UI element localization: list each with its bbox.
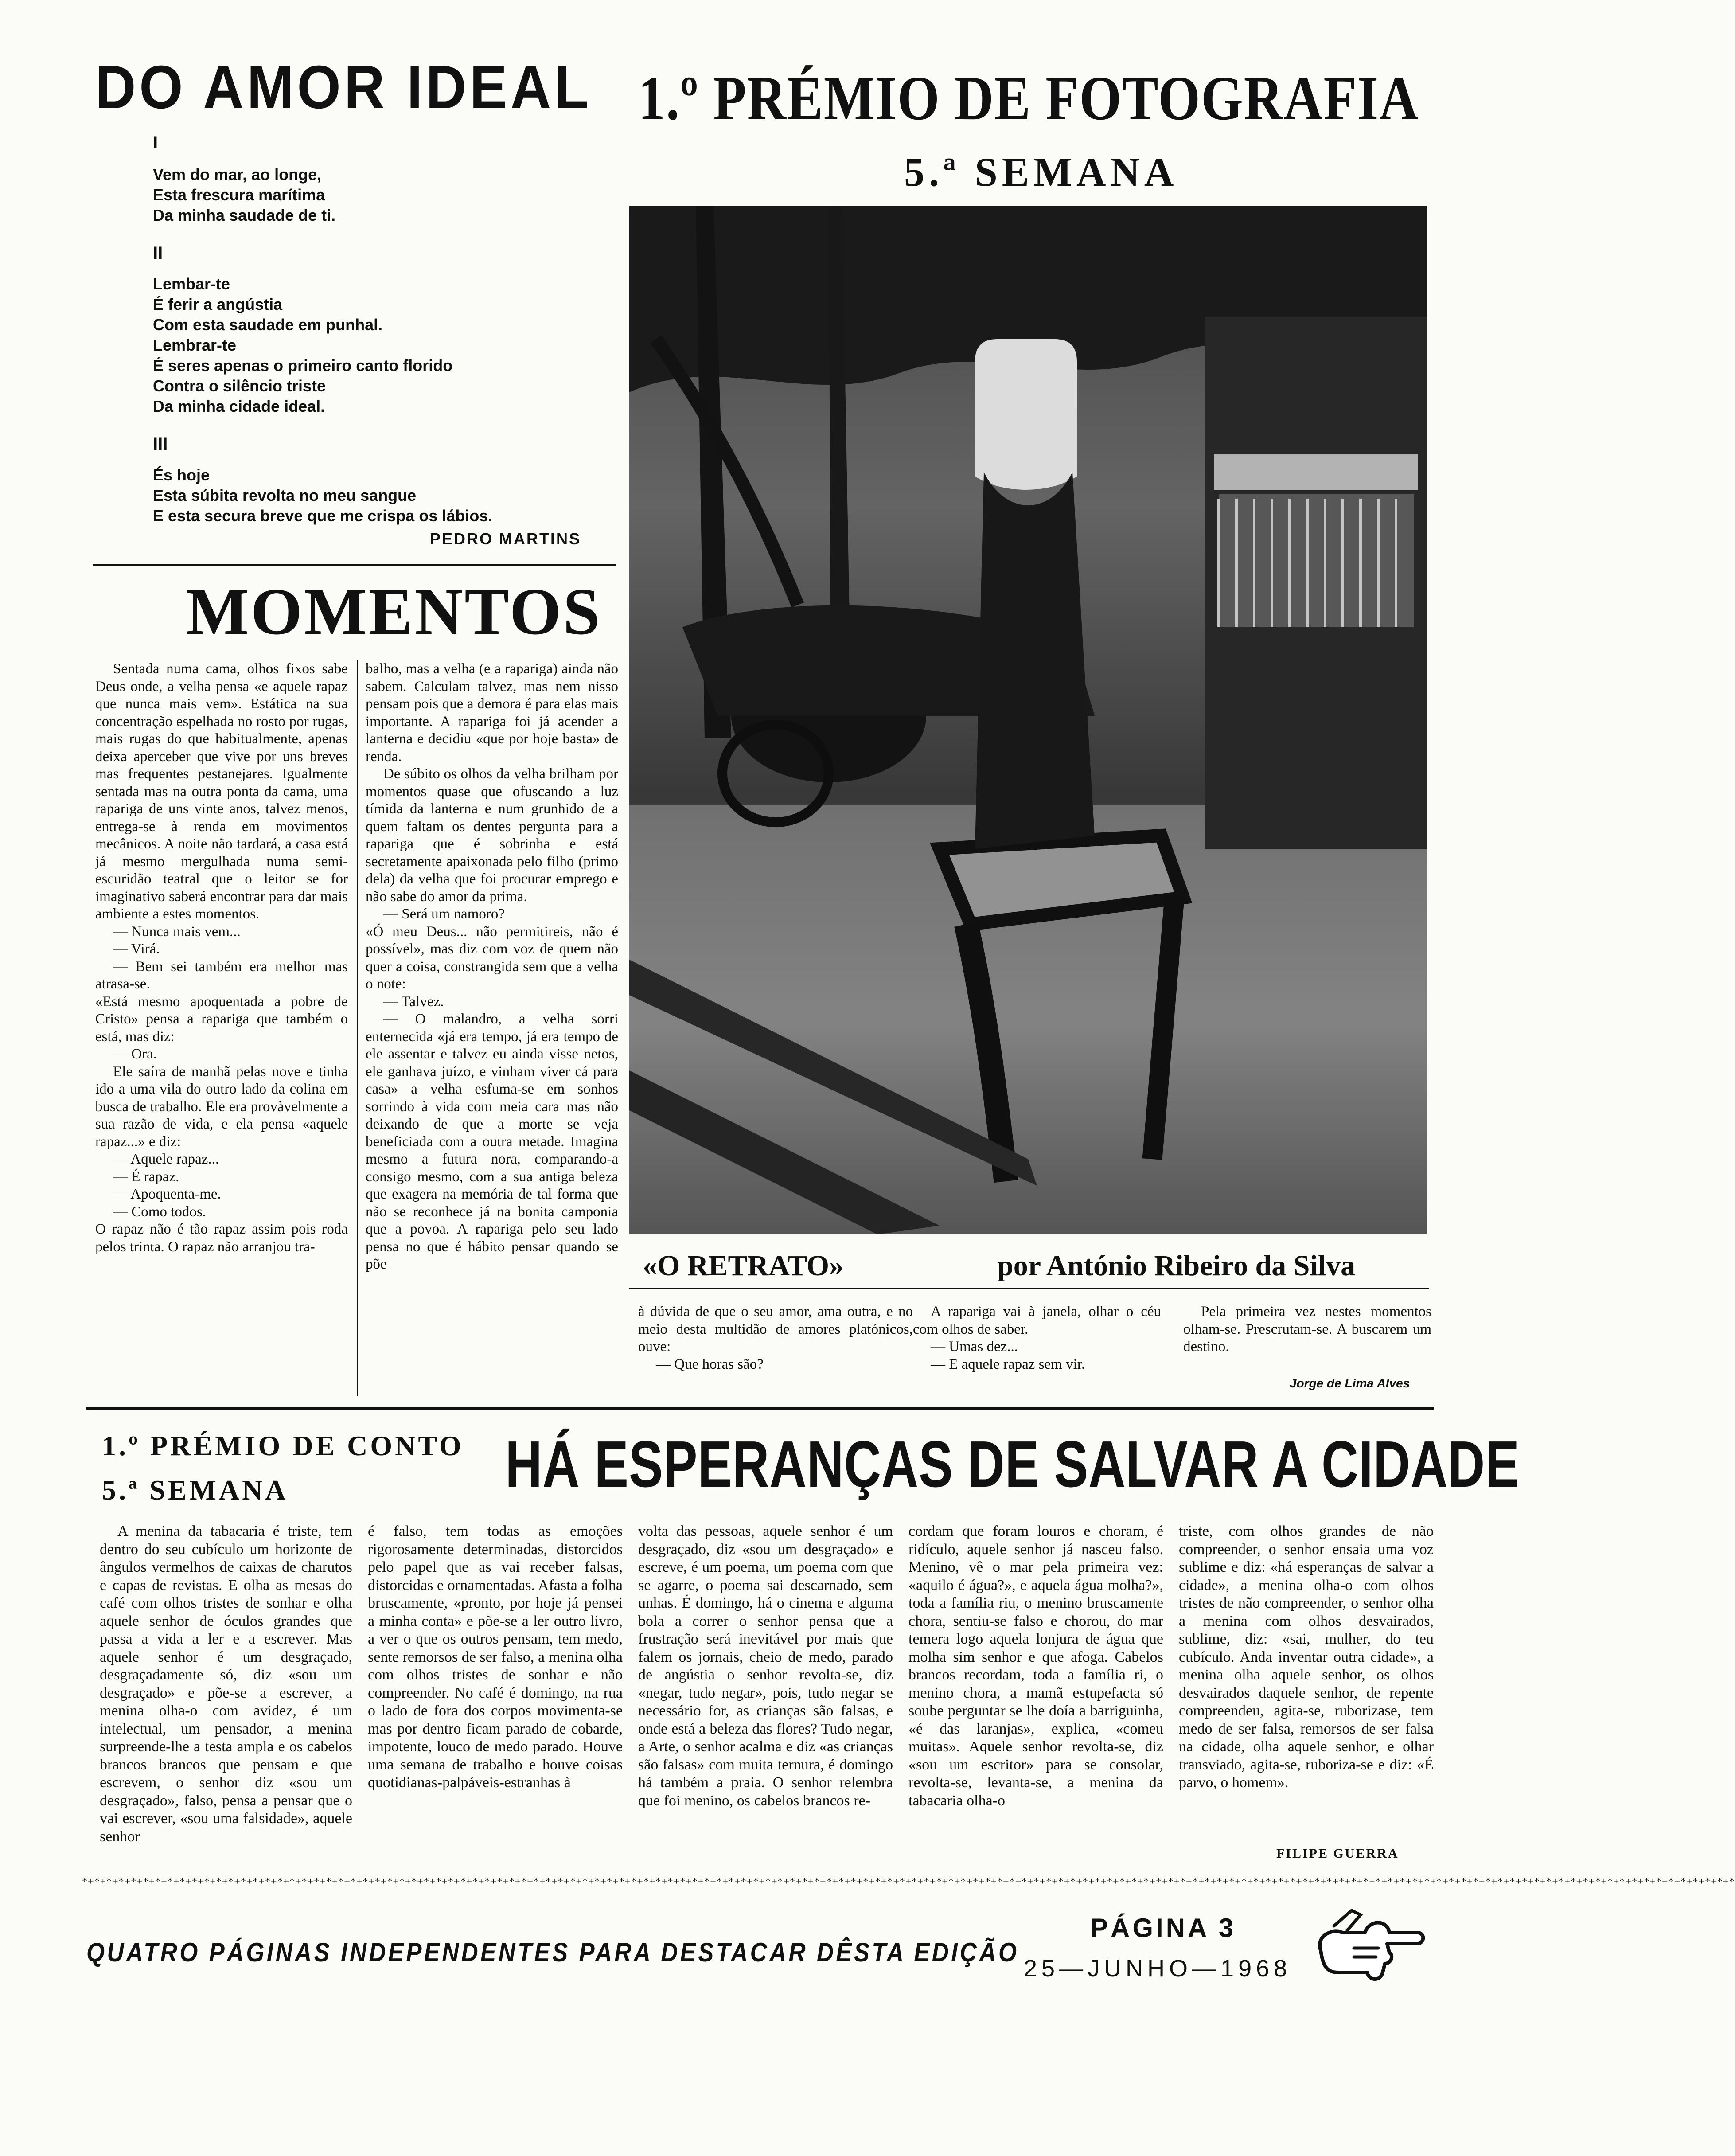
paragraph: Ele saíra de manhã pelas nove e tinha ido a uma vila do outro lado da colina em busca de trabalho. Ele era provàvelmente a sua razão de vida, e ela pensa «aquele rapaz...» e diz:	[95, 1063, 348, 1150]
paragraph: é falso, tem todas as emoções rigorosamente determinadas, distorcidos pelo papel que as vai receber falsas, distorcidas e ornamentadas. Afasta a folha bruscamente, «pronto, por hoje já pensei a minha conta» e põe-se a ler outro livro, a ver o que os outros pensam, tem medo, sente remorsos de ser falso, a menina olha com olhos tristes de sonhar e não compreender. No café é domingo, na rua o lado de fora dos corpos movimenta-se mas por dentro ficam parado de cobarde, impotente, louco de medo parado. Houve uma semana de trabalho e houve coisas quotidianas-palpáveis-estranhas à	[368, 1523, 623, 1791]
poem-line: És hoje	[153, 466, 210, 484]
paragraph: — Bem sei também era melhor mas atrasa-se.	[95, 958, 348, 992]
paragraph: — Virá.	[113, 941, 160, 957]
paragraph: à dúvida de que o seu amor, ama outra, e no meio desta multidão de amores platónicos, ouve:	[638, 1304, 913, 1355]
poem-line: Lembrar-te	[153, 336, 237, 354]
paragraph: De súbito os olhos da velha brilham por momentos quase que ofuscando a luz tímida da lanterna e num grunhido de a quem faltam os dentes pergunta para a rapariga que é sobrinha e está secretamente apaixonada pelo filho (primo dela) da velha que foi procurar emprego e não sabe do amor da prima.	[366, 766, 618, 905]
paragraph: volta das pessoas, aquele senhor é um desgraçado, diz «sou um desgraçado» e escreve, é um poema, um poema com que se agarre, o poema sai descarnado, sem unhas. É domingo, há o cinema e alguma bola a correr o senhor pensa que a frustração será inevitável por mais que falem os jornais, cheio de medo, parado de angústia o senhor revolta-se, diz «negar, tudo negar», pois, tudo negar se necessário for, as crianças são falsas, e onde está a beleza das flores? Tudo negar, a Arte, o senhor acalma e diz «as crianças são falsas» com muita ternura, é domingo há também a praia. O senhor relembra que foi menino, os cabelos brancos re-	[638, 1523, 893, 1809]
paragraph: «Ó meu Deus... não permitireis, não é possível», mas diz com voz de quem não quer a coisa, constrangida sem que a velha o note:	[366, 923, 618, 992]
poem-line: É seres apenas o primeiro canto florido	[153, 356, 453, 375]
section-divider	[86, 1407, 1434, 1410]
poem-line: Lembar-te	[153, 275, 230, 293]
poem-section-numeral: III	[153, 434, 168, 454]
poem-title: DO AMOR IDEAL	[95, 53, 592, 121]
conto-column-4	[908, 1523, 1163, 1810]
poem-author: PEDRO MARTINS	[430, 530, 581, 548]
paragraph: — Talvez.	[383, 993, 444, 1010]
photo-contest-title: 1.º PRÉMIO DE FOTOGRAFIA	[638, 63, 1419, 133]
conto-column-1	[100, 1523, 352, 1846]
paragraph: — E aquele rapaz sem vir.	[931, 1356, 1085, 1372]
momentos-author: Jorge de Lima Alves	[1290, 1376, 1410, 1390]
momentos-column-3	[638, 1303, 913, 1373]
paragraph: — Aquele rapaz...	[113, 1151, 219, 1167]
poem-line: E esta secura breve que me crispa os lábios.	[153, 507, 493, 525]
momentos-column-4	[913, 1303, 1161, 1373]
momentos-title: MOMENTOS	[186, 575, 602, 648]
paragraph: — Ora.	[113, 1046, 157, 1062]
paragraph: O rapaz não é tão rapaz assim pois roda pelos trinta. O rapaz não arranjou tra-	[95, 1221, 348, 1255]
paragraph: Pela primeira vez nestes momentos olham-se. Prescrutam-se. A buscarem um destino.	[1183, 1304, 1431, 1355]
conto-column-2	[368, 1523, 623, 1792]
page-date: 25—JUNHO—1968	[1024, 1955, 1292, 1982]
pointing-hand-icon	[1312, 1902, 1427, 1990]
poem-line: Da minha cidade ideal.	[153, 397, 325, 415]
decorative-border: *+*+*+*+*+*+*+*+*+*+*+*+*+*+*+*+*+*+*+*+*+*+*+*+*+*+*+*+*+*+*+*+*+*+*+*+*+*+*+*+*+*+*+*+*+*+*+*+*+*+*+*+*+*+*+*+*+*+*+*+*+*+*+*+*+*+*+*+*+*+*+*+*+*+*+*+*+*+*+*+*+*+*+*+*+*+*+*+*+*+*+*+*+*+*+*+*+*+*+*+*+*+*+*+*+*+*+*+*+*+*+*+*+*+*+*+*+*+*+*+*+*+*+*+*+*+*+*+*+*+*+*+*+*+*+*	[82, 1876, 1735, 1887]
paragraph: A menina da tabacaria é triste, tem dentro do seu cubículo um horizonte de ângulos vermelhos de caixas de charutos e capas de revistas. E olha as mesas do café com olhos tristes de sonhar e olha aquele senhor de óculos grandes que passa a vida a ler e a escrever. Mas aquele senhor é um desgraçado, desgraçadamente só, diz «sou um desgraçado» e põe-se a escrever, a menina olha-o com avidez, é um intelectual, um pensador, a menina surpreende-lhe a testa ampla e os cabelos brancos brancos que pensam e que escrevem, o senhor diz «sou um desgraçado», falso, pensa a pensar que o vai escrever, «sou uma falsidade», aquele senhor	[100, 1523, 352, 1845]
column-divider	[357, 660, 358, 1396]
poem-line: Com esta saudade em punhal.	[153, 316, 383, 334]
paragraph: — Nunca mais vem...	[113, 923, 241, 940]
poem-section-numeral: I	[153, 133, 158, 152]
paragraph: «Está mesmo apoquentada a pobre de Cristo» pensa a rapariga que também o está, mas diz:	[95, 993, 348, 1045]
poem-line: Esta frescura marítima	[153, 186, 325, 204]
paragraph: A rapariga vai à janela, olhar o céu com olhos de saber.	[913, 1304, 1161, 1337]
photo-credit: por António Ribeiro da Silva	[997, 1250, 1356, 1282]
poem-line: Contra o silêncio triste	[153, 377, 326, 395]
conto-column-5	[1179, 1523, 1434, 1792]
conto-week-label: 5.ª SEMANA	[102, 1474, 289, 1506]
paragraph: — É rapaz.	[113, 1168, 179, 1185]
poem-line: É ferir a angústia	[153, 295, 283, 313]
poem-line: Da minha saudade de ti.	[153, 206, 336, 224]
caption-divider	[629, 1288, 1429, 1289]
momentos-column-1	[95, 660, 348, 1256]
edition-banner: QUATRO PÁGINAS INDEPENDENTES PARA DESTACAR DÊSTA EDIÇÃO	[86, 1937, 1019, 1967]
paragraph: — Apoquenta-me.	[113, 1186, 221, 1202]
photo-contest-week: 5.ª SEMANA	[904, 149, 1178, 195]
poem-section-numeral: II	[153, 243, 163, 263]
poem-line: Esta súbita revolta no meu sangue	[153, 486, 417, 504]
conto-prize-label: 1.º PRÉMIO DE CONTO	[102, 1430, 464, 1461]
section-divider	[93, 564, 616, 566]
conto-headline: HÁ ESPERANÇAS DE SALVAR A CIDADE	[505, 1428, 1520, 1501]
paragraph: — Como todos.	[113, 1203, 206, 1220]
photo-caption: «O RETRATO»	[643, 1250, 844, 1282]
paragraph: — Umas dez...	[931, 1339, 1018, 1355]
paragraph: cordam que foram louros e choram, é ridículo, aquele senhor já nasceu falso. Menino, vê o mar pela primeira vez: «aquilo é água?», e aquela água molha?», toda a família riu, o menino bruscamente chora, sentiu-se falso e chorou, do mar temera logo aquela lonjura de água que molha sim senhor e que afoga. Cabelos brancos recordam, toda a família ri, o menino chora, a mamã estupefacta só soube perguntar se lhe doía a barriguinha, «é das laranjas», explica, «comeu muitas». Aquele senhor revolta-se, diz «sou um escritor» para se consolar, revolta-se, levanta-se, a menina da tabacaria olha-o	[908, 1523, 1163, 1809]
paragraph: triste, com olhos grandes de não compreender, o senhor ensaia uma voz sublime e diz: «há esperanças de salvar a cidade», a menina olha-o com olhos tristes de não compreender, o senhor olha a menina com olhos desvairados, sublime, diz: «sai, mulher, do teu cubículo. Anda inventar outra cidade», a menina olha aquele senhor, os olhos desvairados daquele senhor, de repente compreendeu, agita-se, ruborizase, tem medo de ser falsa, remorsos de ser falsa na cidade, olha aquele senhor, e olhar transviado, agita-se, ruboriza-se e diz: «É parvo, o homem».	[1179, 1523, 1434, 1791]
poem-line: Vem do mar, ao longe,	[153, 165, 322, 184]
contest-photo	[629, 206, 1427, 1234]
paragraph: — O malandro, a velha sorri enternecida «já era tempo, já era tempo de ele assentar e talvez eu ainda visse netos, ele ganhava juízo, e vinham viver cá para casa» a velha esfuma-se em sonhos sorrindo à vida com meia cara mas não deixando de que a morte se veja beneficiada com a outra metade. Imagina mesmo a futura nora, comparando-a consigo mesmo, com a sua antiga beleza que exagera na memória de tal forma que não se reconhece já na bonita camponia que a povoa. A rapariga pelo seu lado pensa no que é hábito pensar quando se põe	[366, 1011, 618, 1272]
poem-body	[153, 133, 618, 526]
paragraph: balho, mas a velha (e a rapariga) ainda não sabem. Calculam talvez, mas nem nisso pensam pois que a demora é para elas mais importante. A rapariga foi já acender a lanterna e decidiu «que por hoje basta» de renda.	[366, 661, 618, 765]
page-number: PÁGINA 3	[1090, 1913, 1236, 1943]
momentos-column-2	[366, 660, 618, 1273]
momentos-column-5	[1183, 1303, 1431, 1356]
conto-column-3	[638, 1523, 893, 1810]
conto-author: FILIPE GUERRA	[1276, 1846, 1399, 1861]
paragraph: — Será um namoro?	[383, 906, 505, 922]
paragraph: — Que horas são?	[656, 1356, 764, 1372]
paragraph: Sentada numa cama, olhos fixos sabe Deus onde, a velha pensa «e aquele rapaz que nunca mais vem». Estática na sua concentração espelhada no rosto por rugas, mais rugas do que habitualmente, apenas deixa aperceber que vive por uns breves mas frequentes pestanejares. Igualmente sentada mas na outra ponta da cama, uma rapariga de uns vinte anos, talvez menos, entrega-se à renda em movimentos mecânicos. A noite não tardará, a casa está já mesmo mergulhada numa semi-escuridão teatral que o leitor se for imaginativo saberá encontrar para dar mais ambiente a estes momentos.	[95, 661, 348, 922]
